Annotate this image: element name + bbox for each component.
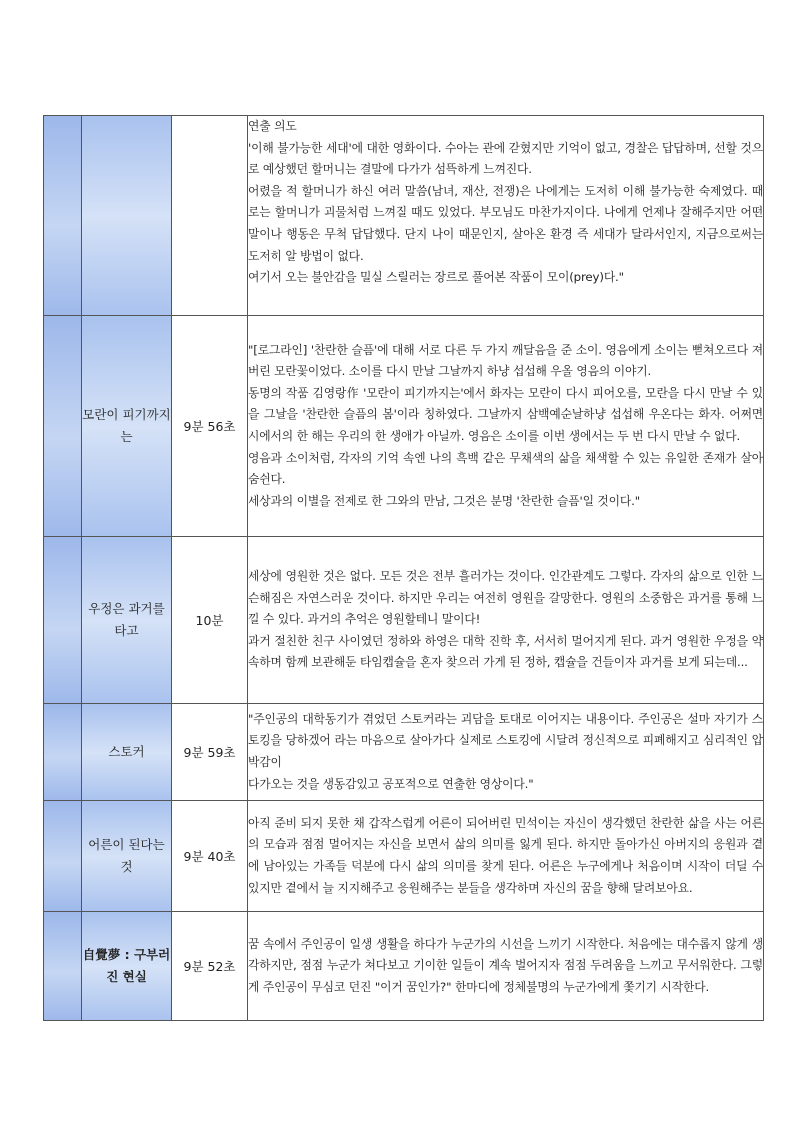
film-title: 모란이 피기까지는 [82, 407, 171, 444]
table-row [44, 912, 764, 1021]
film-title-cell [82, 316, 172, 537]
table-row [44, 116, 764, 316]
description-paragraph: 여기서 오는 불안감을 밀실 스릴러는 장르로 풀어본 작품이 모이(prey)다." [248, 270, 624, 285]
description-paragraph: 꿈 속에서 주인공이 일생 생활을 하다가 누군가의 시선을 느끼기 시작한다. 처음에는 대수롭지 않게 생각하지만, 점점 누군가 쳐다보고 기이한 일들이 계속 벌어지자 점점 두려움을 느끼고 무서워한다. 그렇게 주인공이 무심코 던진 "이거 꿈인가?" 한마디에 정체불명의 누군가에게 쫓기기 시작한다. [248, 936, 763, 994]
film-description [248, 912, 764, 1021]
description-paragraph: 어렸을 적 할머니가 하신 여러 말씀(남녀, 재산, 전쟁)은 나에게는 도저히 이해 불가능한 숙제였다. 때로는 할머니가 괴물처럼 느껴질 때도 있었다. 부모님도 마찬가지이다. 나에게 언제나 잘해주지만 어떤 말이나 행동은 무척 답답했다. 단지 나이 때문인지, 살아온 환경 즉 세대가 달라서인지, 지금으로써는 도저히 알 방법이 없다. [248, 183, 763, 263]
running-time-cell [172, 537, 248, 704]
row-marker-cell [44, 116, 82, 316]
description-paragraph: 연출 의도 [248, 119, 297, 133]
film-title: 어른이 된다는 것 [88, 837, 165, 874]
film-description [248, 537, 764, 704]
description-paragraph: 다가오는 것을 생동감있고 공포적으로 연출한 영상이다." [248, 776, 534, 791]
running-time: 10분 [195, 613, 224, 628]
film-title: 스토커 [108, 744, 145, 759]
table-row [44, 316, 764, 537]
running-time-cell [172, 801, 248, 912]
film-title-cell [82, 116, 172, 316]
running-time: 9분 40초 [183, 849, 236, 864]
running-time-cell [172, 316, 248, 537]
description-paragraph: 세상과의 이별을 전제로 한 그와의 만남, 그것은 분명 '찬란한 슬픔'일 것이다." [248, 493, 641, 508]
description-paragraph: "주인공의 대학동기가 겪었던 스토커라는 괴담을 토대로 이어지는 내용이다. 주인공은 설마 자기가 스토킹을 당하겠어 라는 마음으로 살아가다 실제로 스토킹에 시달려 정신적으로 피폐해지고 심리적인 압박감이 [248, 711, 763, 769]
description-paragraph: '이해 불가능한 세대'에 대한 영화이다. 수아는 관에 갇혔지만 기억이 없고, 경찰은 답답하며, 선할 것으로 예상했던 할머니는 결말에 다가가 섬뜩하게 느껴진다. [248, 140, 763, 177]
film-title-cell [82, 912, 172, 1021]
description-paragraph: 세상에 영원한 것은 없다. 모든 것은 전부 흘러가는 것이다. 인간관계도 그렇다. 각자의 삶으로 인한 느슨해짐은 자연스러운 것이다. 하지만 우리는 여전히 영원을 갈망한다. 영원의 소중함은 과거를 통해 느낄 수 있다. 과거의 추억은 영원할테니 말이다! [248, 569, 763, 627]
film-title-cell [82, 704, 172, 801]
film-title: 自覺夢 : 구부러진 현실 [82, 947, 171, 984]
description-paragraph: 영음과 소이처럼, 각자의 기억 속엔 나의 흑백 같은 무채색의 삶을 채색할 수 있는 유일한 존재가 살아 숨쉰다. [248, 450, 763, 487]
film-title: 우정은 과거를 타고 [88, 601, 165, 638]
film-title-cell [82, 801, 172, 912]
film-description [248, 801, 764, 912]
film-description [248, 316, 764, 537]
row-marker-cell [44, 801, 82, 912]
table-row [44, 801, 764, 912]
running-time: 9분 56초 [183, 419, 236, 434]
table-row [44, 704, 764, 801]
row-marker-cell [44, 537, 82, 704]
row-marker-cell [44, 912, 82, 1021]
table-row [44, 537, 764, 704]
description-paragraph: "[로그라인] '찬란한 슬픔'에 대해 서로 다른 두 가지 깨달음을 준 소이. 영음에게 소이는 뻗쳐오르다 져버린 모란꽃이었다. 소이를 다시 만날 그날까지 하냥 섭섭해 우올 영음의 이야기. [248, 342, 763, 379]
description-paragraph: 동명의 작품 김영랑作 '모란이 피기까지는'에서 화자는 모란이 다시 피어오를, 모란을 다시 만날 수 있을 그날을 '찬란한 슬픔의 봄'이라 칭하였다. 그날까지 삼백예순날하냥 섭섭해 우온다는 화자. 어쩌면 시에서의 한 해는 우리의 한 생애가 아닐까. 영음은 소이를 이번 생에서는 두 번 다시 만날 수 없다. [248, 385, 763, 443]
running-time: 9분 59초 [183, 745, 236, 760]
description-paragraph: 아직 준비 되지 못한 채 갑작스럽게 어른이 되어버린 민석이는 자신이 생각했던 찬란한 삶을 사는 어른의 모습과 점점 멀어지는 자신을 보면서 삶의 의미를 잃게 된다. 하지만 돌아가신 아버지의 응원과 곁에 남아있는 가족들 덕분에 다시 삶의 의미를 찾게 된다. 어른은 누구에게나 처음이며 시작이 더딜 수 있지만 곁에서 늘 지지해주고 응원해주는 분들을 생각하며 자신의 꿈을 향해 달려보아요. [248, 815, 763, 895]
running-time-cell [172, 116, 248, 316]
film-list-table [43, 115, 764, 1021]
film-title-cell [82, 537, 172, 704]
description-paragraph: 과거 절친한 친구 사이였던 정하와 하영은 대학 진학 후, 서서히 멀어지게 된다. 과거 영원한 우정을 약속하며 함께 보관해둔 타임캡슐을 혼자 찾으러 가게 된 정하, 캡슐을 건들이자 과거를 보게 되는데... [248, 633, 763, 670]
row-marker-cell [44, 316, 82, 537]
film-description [248, 704, 764, 801]
film-description [248, 116, 764, 316]
running-time: 9분 52초 [183, 959, 236, 974]
running-time-cell [172, 704, 248, 801]
running-time-cell [172, 912, 248, 1021]
row-marker-cell [44, 704, 82, 801]
